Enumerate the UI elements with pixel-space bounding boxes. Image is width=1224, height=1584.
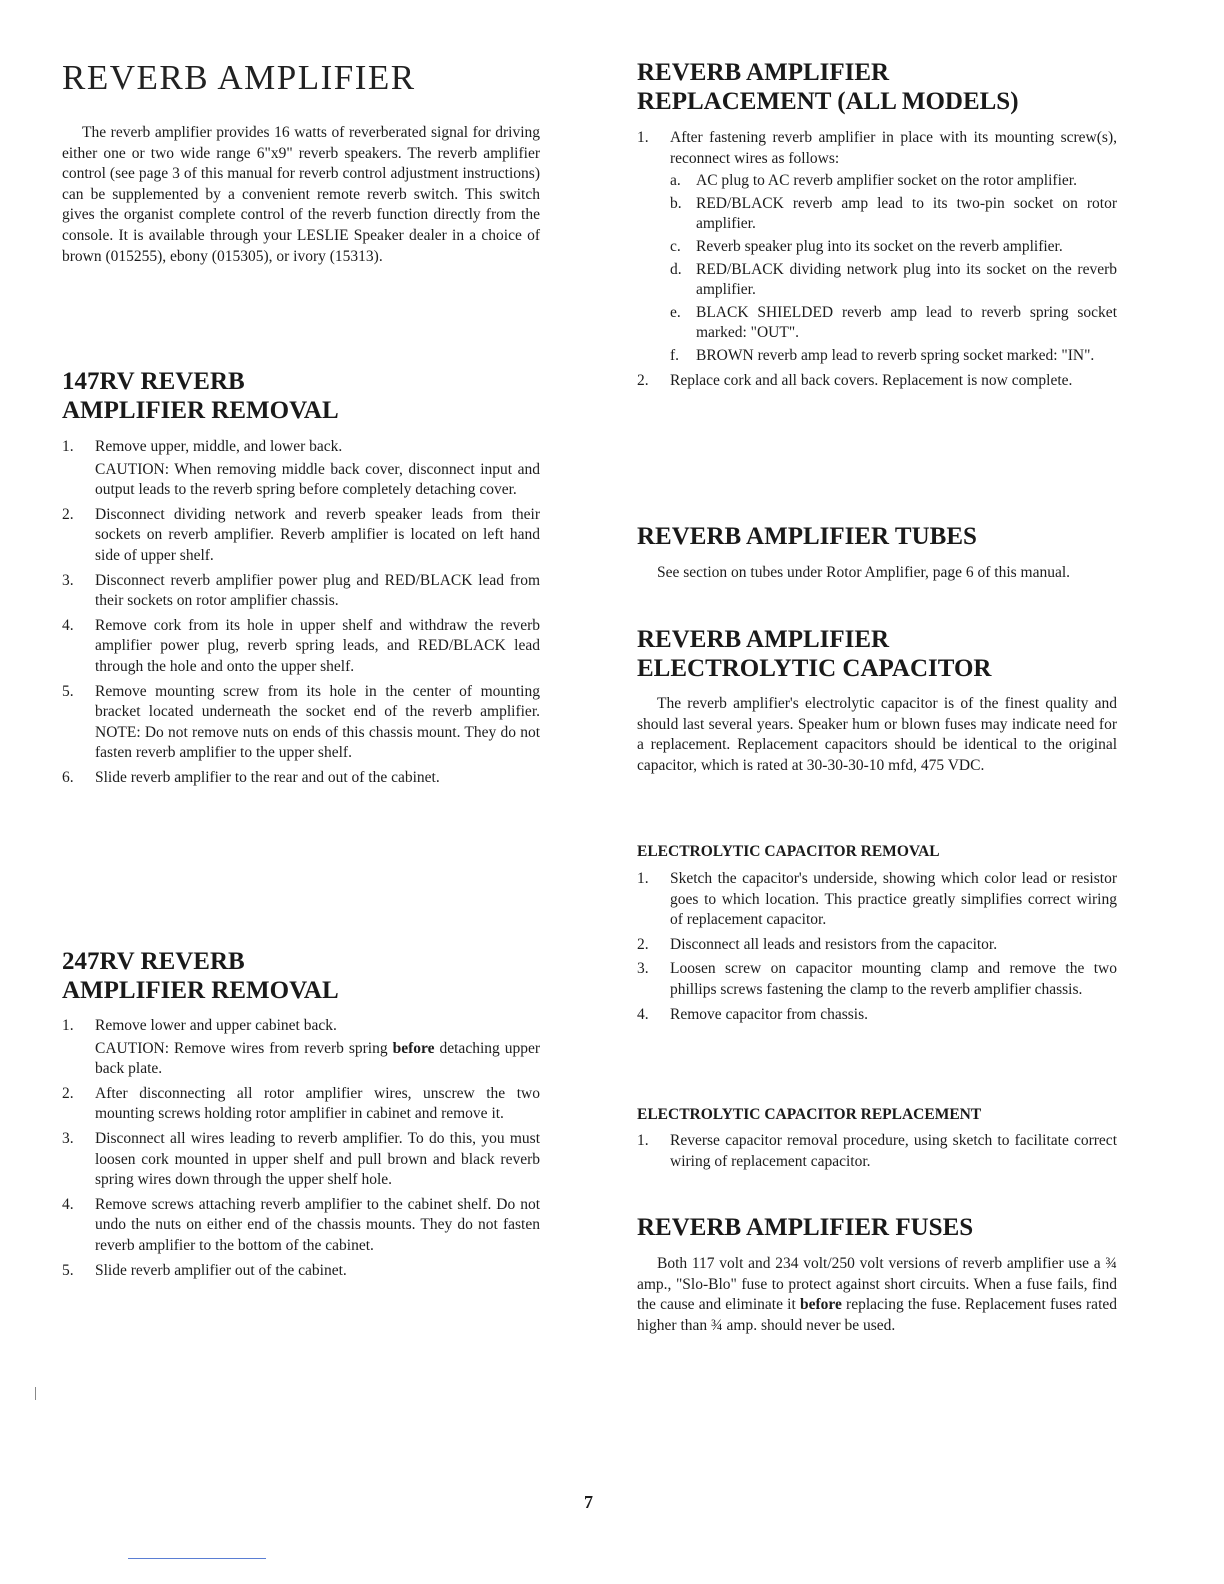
section-heading-247rv (62, 947, 339, 1005)
fuses-paragraph: Both 117 volt and 234 volt/250 volt versions of reverb amplifier use a ¾ amp., "Slo-Blo" fuse to protect against short circuits. When a fuse fails, find the cause and eliminate it before replacing the fuse. Replacement fuses rated higher than ¾ amp. should never be used. (637, 1255, 1117, 1334)
section-heading-replacement (637, 58, 1019, 116)
list-item: 5. Remove mounting screw from its hole in the center of mounting bracket located underneath the socket end of the reverb amplifier. NOTE: Do not remove nuts on ends of this chassis mount. They do not fasten reverb amplifier to the upper shelf. (62, 682, 540, 762)
list-item: 3. Loosen screw on capacitor mounting clamp and remove the two phillips screws fastening the clamp to the reverb amplifier chassis. (637, 960, 1117, 998)
subheading-capacitor-replacement: ELECTROLYTIC CAPACITOR REPLACEMENT (637, 1106, 982, 1123)
list-item: 3. Disconnect all wires leading to reverb amplifier. To do this, you must loosen cork mounted in upper shelf and pull brown and black reverb spring wires down through the upper shelf hole. (62, 1129, 540, 1189)
heading-line: AMPLIFIER REMOVAL (62, 397, 339, 424)
list-item: 5. Slide reverb amplifier out of the cabinet. (62, 1261, 347, 1279)
heading-line: REPLACEMENT (ALL MODELS) (637, 88, 1019, 115)
list-item: 1. Remove upper, middle, and lower back. CAUTION: When removing middle back cover, disconnect input and output leads to the reverb spring before completely detaching cover. (62, 437, 540, 501)
heading-line: AMPLIFIER REMOVAL (62, 977, 339, 1004)
scan-artifact (35, 1387, 36, 1400)
section-heading-fuses: REVERB AMPLIFIER FUSES (637, 1214, 974, 1241)
list-item: 4. Remove cork from its hole in upper shelf and withdraw the reverb amplifier power plug, reverb spring leads, and RED/BLACK lead through the hole and onto the upper shelf. (62, 616, 540, 675)
heading-line: 247RV REVERB (62, 948, 245, 975)
removal-steps-247rv (62, 1016, 540, 1281)
list-item: 4. Remove screws attaching reverb amplifier to the cabinet shelf. Do not undo the nuts on either end of the chassis mounts. They do not fasten reverb amplifier to the bottom of the cabinet. (62, 1195, 540, 1254)
heading-line: ELECTROLYTIC CAPACITOR (637, 655, 992, 682)
heading-line: REVERB AMPLIFIER (637, 626, 890, 653)
tubes-paragraph: See section on tubes under Rotor Amplifier, page 6 of this manual. (657, 564, 1071, 581)
sub-list-item: c. Reverb speaker plug into its socket on the reverb amplifier. (670, 237, 1063, 255)
caution-note: CAUTION: When removing middle back cover, disconnect input and output leads to the reverb spring before completely detaching cover. (95, 460, 540, 499)
replacement-steps (637, 128, 1117, 391)
connection-substeps (670, 171, 1117, 366)
list-item: 1. Reverse capacitor removal procedure, using sketch to facilitate correct wiring of replacement capacitor. (637, 1132, 1117, 1170)
page-title: REVERB AMPLIFIER (62, 58, 416, 97)
section-heading-tubes: REVERB AMPLIFIER TUBES (637, 523, 977, 550)
capacitor-replacement-steps (637, 1131, 1117, 1172)
list-item: 6. Slide reverb amplifier to the rear and out of the cabinet. (62, 768, 440, 786)
list-item: 4. Remove capacitor from chassis. (637, 1005, 868, 1023)
list-item: 1. After fastening reverb amplifier in place with its mounting screw(s), reconnect wires as follows: a. AC plug to AC reverb amplifier socket on the rotor amplifier. b. RED/BLACK reverb amp lead to its two-pin socket on rotor amplifier. c. Reverb speaker plug into its socket on the reverb amplifier. d. RED/BLACK dividing network plug into its socket on the reverb amplifier. e. BLACK SHIELDED reverb amp lead to reverb spring socket marked: "OUT". f. BROWN reverb amp lead to reverb spring socket marked: "IN". (637, 128, 1117, 367)
list-item: 2. Replace cork and all back covers. Replacement is now complete. (637, 371, 1073, 389)
capacitor-removal-steps (637, 869, 1117, 1025)
heading-line: 147RV REVERB (62, 368, 245, 395)
footer-divider (128, 1558, 266, 1559)
caution-note: CAUTION: Remove wires from reverb spring before detaching upper back plate. (95, 1039, 541, 1078)
capacitor-paragraph: The reverb amplifier's electrolytic capacitor is of the finest quality and should last several years. Speaker hum or blown fuses may indicate need for a replacement. Replacement capacitors should be identical to the original capacitor, which is rated at 30-30-30-10 mfd, 475 VDC. (637, 695, 1117, 774)
list-item: 2. Disconnect dividing network and reverb speaker leads from their sockets on reverb amplifier. Reverb amplifier is located on left hand side of upper shelf. (62, 505, 540, 564)
heading-line: REVERB AMPLIFIER (637, 59, 890, 86)
intro-paragraph: The reverb amplifier provides 16 watts of reverberated signal for driving either one or two wide range 6"x9" reverb speakers. The reverb amplifier control (see page 3 of this manual for reverb control adjustment instructions) can be supplemented by a convenient remote reverb switch. This switch gives the organist complete control of the reverb function directly from the console. It is available through your LESLIE Speaker dealer in a choice of brown (015255), ebony (015305), or ivory (15313). (62, 124, 540, 265)
list-item: 3. Disconnect reverb amplifier power plug and RED/BLACK lead from their sockets on rotor amplifier chassis. (62, 571, 540, 610)
sub-list-item: b. RED/BLACK reverb amp lead to its two-pin socket on rotor amplifier. (670, 194, 1117, 233)
section-heading-147rv (62, 367, 339, 425)
list-item: 2. Disconnect all leads and resistors from the capacitor. (637, 935, 998, 953)
list-item: 1. Remove lower and upper cabinet back. CAUTION: Remove wires from reverb spring before detaching upper back plate. (62, 1016, 540, 1080)
page-number: 7 (584, 1492, 593, 1512)
sub-list-item: a. AC plug to AC reverb amplifier socket on the rotor amplifier. (670, 172, 1077, 190)
sub-list-item: f. BROWN reverb amp lead to reverb spring socket marked: "IN". (670, 346, 1095, 364)
section-heading-capacitor (637, 625, 991, 683)
removal-steps-147rv (62, 437, 540, 789)
sub-list-item: d. RED/BLACK dividing network plug into its socket on the reverb amplifier. (670, 260, 1117, 299)
sub-list-item: e. BLACK SHIELDED reverb amp lead to reverb spring socket marked: "OUT". (670, 303, 1117, 342)
list-item: 2. After disconnecting all rotor amplifier wires, unscrew the two mounting screws holding rotor amplifier in cabinet and remove it. (62, 1084, 540, 1123)
list-item: 1. Sketch the capacitor's underside, showing which color lead or resistor goes to which location. This practice greatly simplifies correct wiring of replacement capacitor. (637, 870, 1117, 929)
subheading-capacitor-removal: ELECTROLYTIC CAPACITOR REMOVAL (637, 843, 940, 860)
